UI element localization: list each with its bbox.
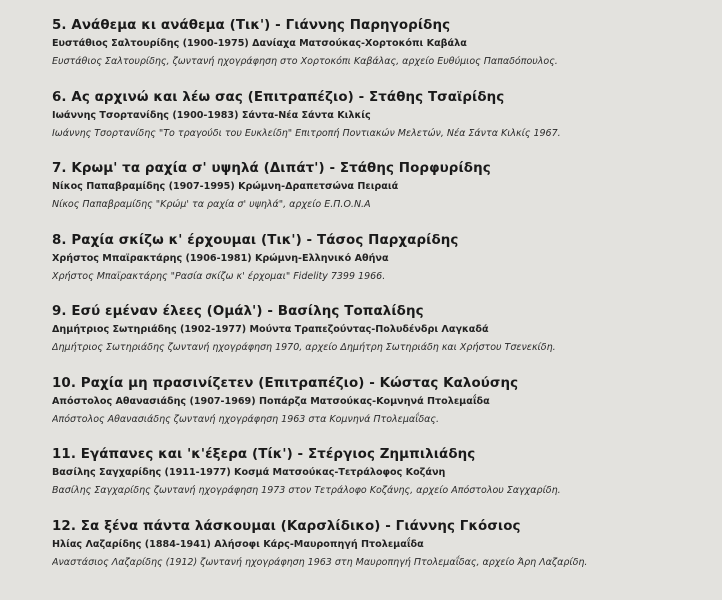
track-source: Αναστάσιος Λαζαρίδης (1912) ζωντανή ηχογράφηση 1963 στη Μαυροπηγή Πτολεμαΐδας, αρχείο Άρη Λαζαρίδη. [52, 556, 588, 568]
track-performer: Δημήτριος Σωτηριάδης (1902-1977) Μούντα Τραπεζούντας-Πολυδένδρι Λαγκαδά [52, 324, 489, 335]
track-title: 10. Ραχία μη πρασινίζετεν (Επιτραπέζιο) - Κώστας Καλούσης [52, 375, 519, 391]
track-title: 5. Ανάθεμα κι ανάθεμα (Τικ') - Γιάννης Παρηγορίδης [52, 18, 451, 33]
track-source: Απόστολος Αθανασιάδης ζωντανή ηχογράφηση 1963 στα Κομνηνά Πτολεμαΐδας. [52, 413, 440, 425]
track-entry-9 [52, 302, 716, 374]
track-title: 6. Ας αρχινώ και λέω σας (Επιτραπέζιο) - Στάθης Τσαϊρίδης [52, 89, 505, 105]
track-title: 12. Σα ξένα πάντα λάσκουμαι (Καρσλίδικο) - Γιάννης Γκόσιος [52, 518, 521, 534]
track-source: Χρήστος Μπαϊρακτάρης "Ρασία σκίζω κ' έρχομαι" Fidelity 7399 1966. [52, 270, 386, 282]
track-performer: Ηλίας Λαζαρίδης (1884-1941) Αλήσοφι Κάρς-Μαυροπηγή Πτολεμαΐδα [52, 538, 424, 550]
track-source: Νίκος Παπαβραμίδης "Κρώμ' τα ραχία σ' υψηλά", αρχείο Ε.Π.Ο.Ν.Α [52, 199, 371, 210]
track-source: Βασίλης Σαγχαρίδης ζωντανή ηχογράφηση 1973 στον Τετράλοφο Κοζάνης, αρχείο Απόστολου Σαγχαρίδη. [52, 485, 561, 496]
track-title: 11. Εγάπανες και 'κ'έξερα (Τίκ') - Στέργιος Ζημπιλιάδης [52, 447, 476, 462]
track-performer: Νίκος Παπαβραμίδης (1907-1995) Κρώμνη-Δραπετσώνα Πειραιά [52, 181, 399, 192]
track-list [52, 16, 716, 588]
track-entry-7 [52, 159, 716, 231]
track-title: 8. Ραχία σκίζω κ' έρχουμαι (Τικ') - Τάσος Παρχαρίδης [52, 232, 459, 248]
track-performer: Χρήστος Μπαϊρακτάρης (1906-1981) Κρώμνη-Ελληνικό Αθήνα [52, 252, 389, 264]
track-source: Δημήτριος Σωτηριάδης ζωντανή ηχογράφηση 1970, αρχείο Δημήτρη Σωτηριάδη και Χρήστου Τσενεκίδη. [52, 342, 556, 353]
track-title: 7. Κρωμ' τα ραχία σ' υψηλά (Διπάτ') - Στάθης Πορφυρίδης [52, 161, 491, 176]
track-performer: Ιωάννης Τσορτανίδης (1900-1983) Σάντα-Νέα Σάντα Κιλκίς [52, 109, 371, 121]
track-performer: Ευστάθιος Σαλτουρίδης (1900-1975) Δανίαχα Ματσούκας-Χορτοκόπι Καβάλα [52, 38, 467, 49]
track-entry-6 [52, 88, 716, 160]
track-entry-11 [52, 445, 716, 517]
track-performer: Βασίλης Σαγχαρίδης (1911-1977) Κοσμά Ματσούκας-Τετράλοφος Κοζάνη [52, 467, 446, 478]
track-entry-10 [52, 374, 716, 446]
track-entry-5 [52, 16, 716, 88]
track-source: Ιωάννης Τσορτανίδης "Το τραγούδι του Ευκλείδη" Επιτροπή Ποντιακών Μελετών, Νέα Σάντα Κιλκίς 1967. [52, 127, 561, 139]
track-source: Ευστάθιος Σαλτουρίδης, ζωντανή ηχογράφηση στο Χορτοκόπι Καβάλας, αρχείο Ευθύμιος Παπαδόπουλος. [52, 56, 558, 67]
track-performer: Απόστολος Αθανασιάδης (1907-1969) Ποπάρζα Ματσούκας-Κομνηνά Πτολεμαΐδα [52, 395, 490, 407]
track-entry-8 [52, 231, 716, 303]
track-title: 9. Εσύ εμέναν έλεες (Ομάλ') - Βασίλης Τοπαλίδης [52, 304, 424, 319]
track-entry-12 [52, 517, 716, 589]
